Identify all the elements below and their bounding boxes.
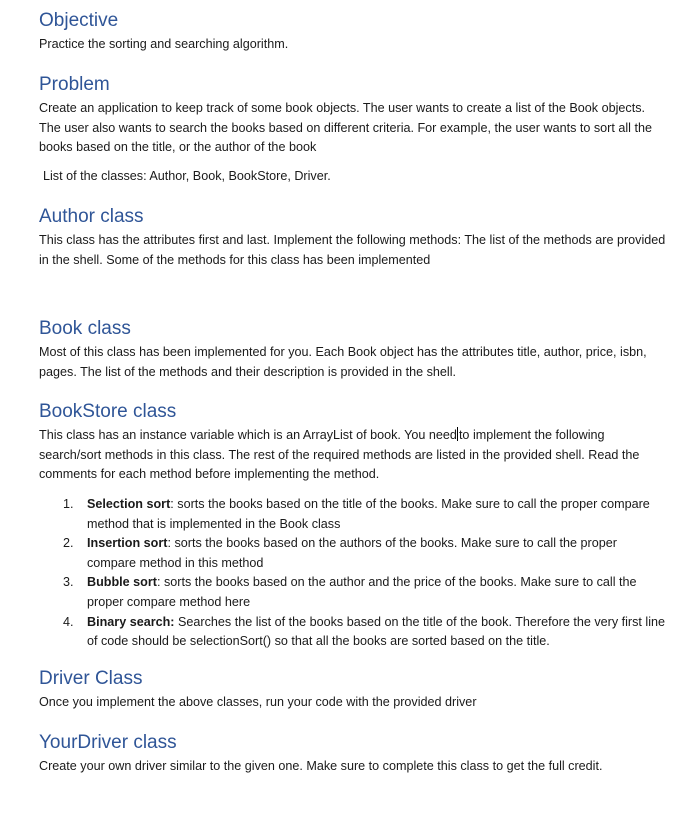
list-item — [61, 573, 667, 612]
list-item-description: : sorts the books based on the author and the price of the books. Make sure to call the proper compare method here — [87, 575, 637, 609]
list-item — [61, 613, 667, 652]
problem-text: Create an application to keep track of some book objects. The user wants to create a list of the Book objects. The user also wants to search the books based on different criteria. For example, the user wants to sort all the books based on the title, or the author of the book — [39, 101, 652, 155]
bookstore-class-heading: BookStore class — [39, 401, 177, 422]
list-item-number: 2. — [63, 536, 74, 551]
book-class-heading: Book class — [39, 318, 131, 339]
method-list — [61, 495, 667, 652]
bookstore-class-text — [39, 426, 667, 485]
book-class-text: Most of this class has been implemented for you. Each Book object has the attributes title, author, price, isbn, pages. The list of the methods and their description is provided in the shell. — [39, 345, 647, 379]
list-item-description: : sorts the books based on the title of the books. Make sure to call the proper compare method that is implemented in the Book class — [87, 497, 650, 531]
list-item — [61, 534, 667, 573]
problem-heading: Problem — [39, 74, 110, 95]
driver-class-text: Once you implement the above classes, run your code with the provided driver — [39, 695, 477, 709]
objective-heading: Objective — [39, 10, 119, 31]
bookstore-text-part-2: to implement the following search/sort methods in this class. The rest of the required methods are listed in the provided shell. Read the comments for each method before implementing the method. — [39, 428, 640, 482]
list-item-term: Insertion sort — [87, 536, 168, 551]
author-class-heading: Author class — [39, 206, 144, 227]
list-item-description: : sorts the books based on the authors of the books. Make sure to call the proper compare method in this method — [87, 536, 617, 570]
list-item-term: Selection sort — [87, 497, 171, 511]
list-item-term: Bubble sort — [87, 575, 157, 590]
bookstore-text-part-1: This class has an instance variable which is an ArrayList of book. You need — [39, 428, 457, 442]
yourdriver-class-text: Create your own driver similar to the given one. Make sure to complete this class to get the full credit. — [39, 759, 603, 773]
author-class-text: This class has the attributes first and last. Implement the following methods: The list of the methods are provided in the shell. Some of the methods for this class has been implemented — [39, 233, 666, 267]
list-item — [61, 495, 667, 534]
list-item-description: Searches the list of the books based on the title of the book. Therefore the very first line of code should be selectionSort() so that all the books are sorted based on the title. — [87, 614, 666, 649]
list-item-term: Binary search: — [87, 614, 175, 629]
objective-text: Practice the sorting and searching algorithm. — [39, 37, 289, 51]
list-item-number: 3. — [63, 575, 74, 590]
classes-list-line: List of the classes: Author, Book, BookStore, Driver. — [43, 169, 331, 183]
driver-class-heading: Driver Class — [39, 668, 143, 689]
yourdriver-class-heading: YourDriver class — [39, 732, 177, 753]
list-item-number: 1. — [63, 497, 74, 511]
list-item-number: 4. — [63, 614, 74, 629]
